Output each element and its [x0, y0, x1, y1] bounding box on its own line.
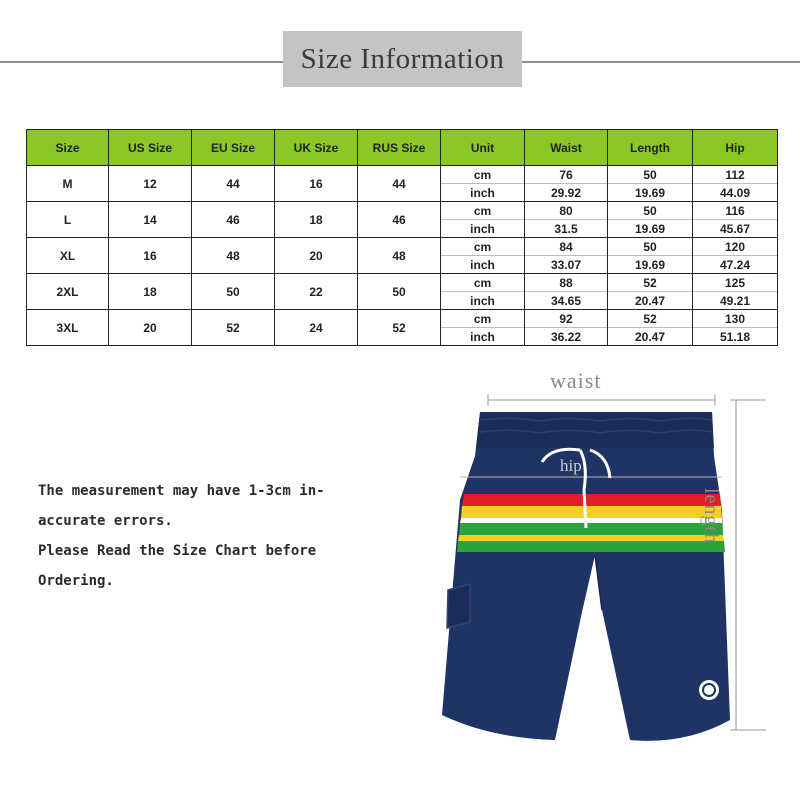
cell-us-size: 20 — [109, 310, 192, 346]
col-header-hip: Hip — [693, 130, 778, 166]
cell-hip: 130 — [693, 310, 778, 328]
cell-length: 50 — [608, 166, 693, 184]
header-rule-left — [0, 61, 283, 63]
cell-unit: cm — [441, 238, 525, 256]
cell-rus-size: 44 — [358, 166, 441, 202]
cell-length: 52 — [608, 310, 693, 328]
cell-size: 3XL — [27, 310, 109, 346]
cell-waist: 31.5 — [525, 220, 608, 238]
cell-length: 19.69 — [608, 256, 693, 274]
cell-waist: 36.22 — [525, 328, 608, 346]
col-header-size: Size — [27, 130, 109, 166]
table-row — [27, 166, 778, 184]
cell-rus-size: 46 — [358, 202, 441, 238]
stripe-red-1 — [462, 494, 721, 506]
col-header-length: Length — [608, 130, 693, 166]
cell-size: XL — [27, 238, 109, 274]
cell-length: 52 — [608, 274, 693, 292]
stripe-yellow-2 — [458, 535, 724, 541]
cell-uk-size: 24 — [275, 310, 358, 346]
cell-waist: 76 — [525, 166, 608, 184]
cell-eu-size: 46 — [192, 202, 275, 238]
note-line: Please Read the Size Chart before — [38, 543, 317, 559]
cell-hip: 49.21 — [693, 292, 778, 310]
note-line: Ordering. — [38, 573, 114, 589]
cell-unit: inch — [441, 184, 525, 202]
cell-unit: cm — [441, 274, 525, 292]
col-header-eu-size: EU Size — [192, 130, 275, 166]
cell-hip: 112 — [693, 166, 778, 184]
cell-hip: 44.09 — [693, 184, 778, 202]
cell-eu-size: 44 — [192, 166, 275, 202]
cell-unit: cm — [441, 310, 525, 328]
cell-uk-size: 16 — [275, 166, 358, 202]
cell-rus-size: 52 — [358, 310, 441, 346]
cell-waist: 84 — [525, 238, 608, 256]
cell-unit: inch — [441, 292, 525, 310]
stripe-yellow-1 — [461, 506, 722, 518]
page-title: Size Information — [283, 31, 522, 87]
table-row — [27, 238, 778, 256]
cell-uk-size: 20 — [275, 238, 358, 274]
col-header-uk-size: UK Size — [275, 130, 358, 166]
cell-uk-size: 22 — [275, 274, 358, 310]
cell-hip: 120 — [693, 238, 778, 256]
cell-us-size: 16 — [109, 238, 192, 274]
note-line: accurate errors. — [38, 513, 173, 529]
cell-hip: 47.24 — [693, 256, 778, 274]
col-header-us-size: US Size — [109, 130, 192, 166]
cell-hip: 116 — [693, 202, 778, 220]
cell-uk-size: 18 — [275, 202, 358, 238]
cell-unit: inch — [441, 256, 525, 274]
hip-label: hip — [560, 456, 582, 475]
side-pocket — [447, 584, 470, 628]
length-label: length — [700, 488, 722, 544]
cell-waist: 92 — [525, 310, 608, 328]
cell-us-size: 14 — [109, 202, 192, 238]
cell-length: 19.69 — [608, 220, 693, 238]
cell-size: L — [27, 202, 109, 238]
measurement-note — [38, 476, 368, 596]
shorts-drawing — [430, 360, 800, 800]
cell-length: 20.47 — [608, 292, 693, 310]
cell-waist: 33.07 — [525, 256, 608, 274]
cell-waist: 80 — [525, 202, 608, 220]
cell-rus-size: 50 — [358, 274, 441, 310]
cell-length: 19.69 — [608, 184, 693, 202]
note-line: The measurement may have 1-3cm in- — [38, 483, 325, 499]
shorts-body — [442, 412, 730, 741]
col-header-unit: Unit — [441, 130, 525, 166]
cell-waist: 34.65 — [525, 292, 608, 310]
cell-us-size: 18 — [109, 274, 192, 310]
table-row — [27, 202, 778, 220]
size-chart-table — [26, 129, 778, 346]
table-header-row — [27, 130, 778, 166]
cell-rus-size: 48 — [358, 238, 441, 274]
cell-hip: 125 — [693, 274, 778, 292]
stripe-green-1 — [459, 523, 723, 535]
table-row — [27, 274, 778, 292]
table-row — [27, 310, 778, 328]
board-shorts-illustration — [430, 360, 800, 800]
cell-eu-size: 48 — [192, 238, 275, 274]
cell-eu-size: 50 — [192, 274, 275, 310]
cell-size: 2XL — [27, 274, 109, 310]
cell-waist: 88 — [525, 274, 608, 292]
cell-length: 20.47 — [608, 328, 693, 346]
cell-unit: inch — [441, 328, 525, 346]
stripe-green-2 — [457, 541, 725, 552]
cell-eu-size: 52 — [192, 310, 275, 346]
cell-unit: cm — [441, 166, 525, 184]
cell-unit: cm — [441, 202, 525, 220]
cell-size: M — [27, 166, 109, 202]
col-header-waist: Waist — [525, 130, 608, 166]
cell-hip: 45.67 — [693, 220, 778, 238]
cell-us-size: 12 — [109, 166, 192, 202]
cell-unit: inch — [441, 220, 525, 238]
header-rule-right — [522, 61, 800, 63]
col-header-rus-size: RUS Size — [358, 130, 441, 166]
waist-label: waist — [550, 368, 602, 393]
cell-hip: 51.18 — [693, 328, 778, 346]
cell-length: 50 — [608, 238, 693, 256]
cell-length: 50 — [608, 202, 693, 220]
cell-waist: 29.92 — [525, 184, 608, 202]
